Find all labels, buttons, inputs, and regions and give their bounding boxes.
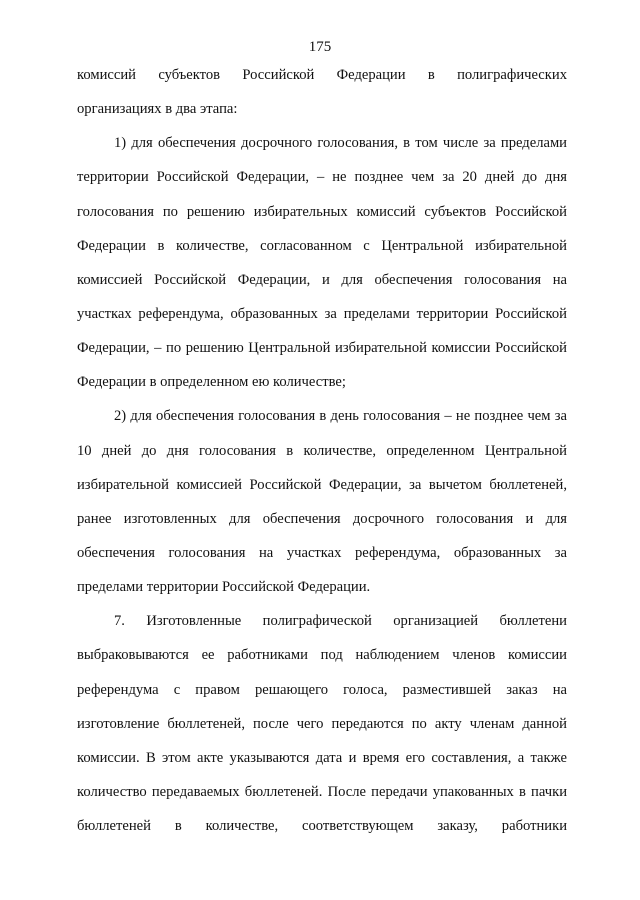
text-line: территории Российской Федерации, – не позднее чем за 20 дней до дня — [77, 169, 567, 186]
text-line: участках референдума, образованных за пределами территории Российской — [77, 305, 567, 322]
text-line: Федерации, – по решению Центральной избирательной комиссии Российской — [77, 340, 567, 357]
text-line: референдума с правом решающего голоса, разместившей заказ на — [77, 681, 567, 698]
text-line: 10 дней до дня голосования в количестве, определенном Центральной — [77, 442, 567, 459]
text-line: бюллетеней в количестве, соответствующем заказу, работники — [77, 818, 567, 835]
text-line: обеспечения голосования на участках референдума, образованных за — [77, 544, 567, 561]
paragraph-first-line: 1) для обеспечения досрочного голосования, в том числе за пределами — [114, 135, 567, 152]
text-line: Федерации в определенном ею количестве; — [77, 374, 346, 391]
page-number: 175 — [308, 39, 332, 55]
text-line: голосования по решению избирательных комиссий субъектов Российской — [77, 203, 567, 220]
paragraph-first-line: 2) для обеспечения голосования в день голосования – не позднее чем за — [114, 408, 567, 425]
text-line: Федерации в количестве, согласованном с Центральной избирательной — [77, 237, 567, 254]
text-line: комиссий субъектов Российской Федерации в полиграфических — [77, 67, 567, 83]
text-line: комиссией Российской Федерации, и для обеспечения голосования на — [77, 271, 567, 288]
text-line: комиссии. В этом акте указываются дата и время его составления, а также — [77, 749, 567, 766]
text-line: избирательной комиссией Российской Федерации, за вычетом бюллетеней, — [77, 476, 567, 493]
paragraph-first-line: 7. Изготовленные полиграфической организацией бюллетени — [114, 613, 567, 630]
text-line: количество передаваемых бюллетеней. После передачи упакованных в пачки — [77, 783, 567, 800]
text-line: организациях в два этапа: — [77, 101, 238, 118]
body-text — [77, 63, 567, 848]
text-line: пределами территории Российской Федерации. — [77, 579, 371, 596]
text-line: выбраковываются ее работниками под наблюдением членов комиссии — [77, 647, 567, 664]
text-line: изготовление бюллетеней, после чего передаются по акту членам данной — [77, 715, 567, 732]
text-line: ранее изготовленных для обеспечения досрочного голосования и для — [77, 510, 567, 527]
